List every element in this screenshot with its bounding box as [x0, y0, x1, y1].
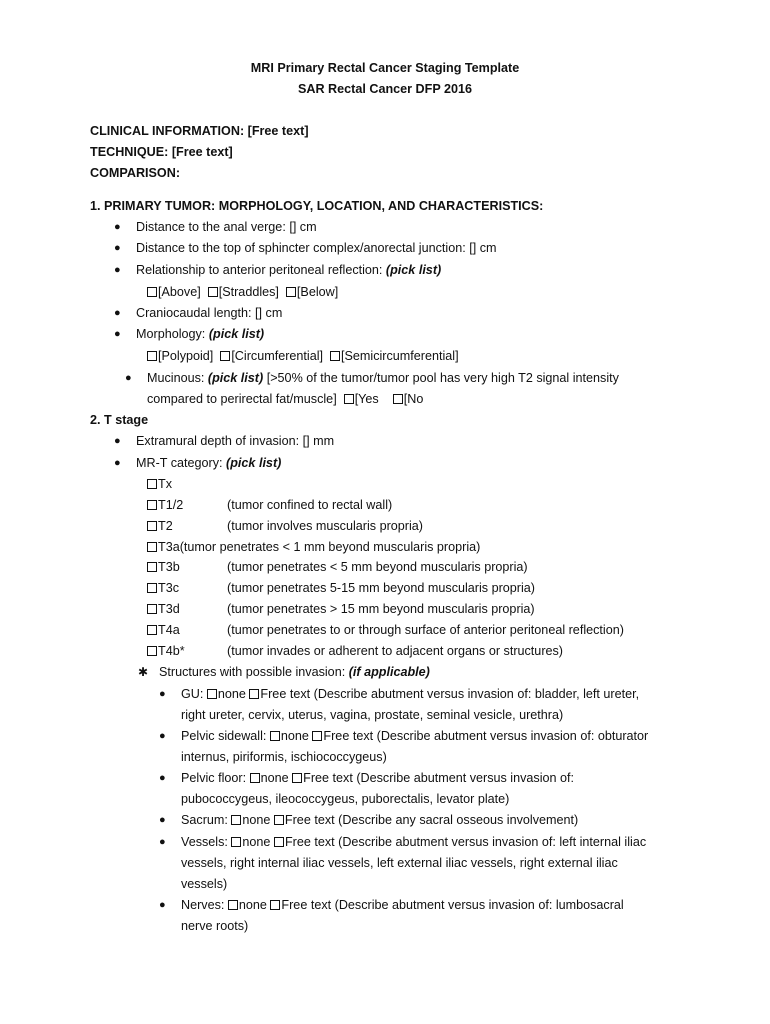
bullet: ● [159, 688, 166, 700]
t-code: T3c [158, 581, 179, 595]
if-applicable-note: (if applicable) [348, 665, 430, 679]
mucinous-criteria: [>50% of the tumor/tumor pool has very high T2 signal intensity [263, 371, 619, 385]
below-checkbox[interactable] [286, 287, 296, 297]
polypoid-option: [Polypoid] [158, 349, 214, 363]
morphology-label: Morphology: [136, 327, 209, 341]
bullet: ● [114, 242, 121, 254]
bullet: ● [159, 814, 166, 826]
t3a-text: T3a(tumor penetrates < 1 mm beyond muscularis propria) [158, 540, 481, 554]
sidewall-label: Pelvic sidewall: [181, 729, 270, 743]
vessels-none-checkbox[interactable] [231, 837, 241, 847]
vessels-label: Vessels: [181, 835, 232, 849]
relationship-line [136, 262, 441, 278]
t-row [147, 580, 179, 596]
t-checkbox[interactable] [147, 583, 157, 593]
t-row [147, 622, 180, 638]
t-description: (tumor penetrates to or through surface of anterior peritoneal reflection) [227, 623, 624, 637]
t-code: T4a [158, 623, 180, 637]
vessels-description-3: vessels) [181, 877, 228, 891]
gu-description: (Describe abutment versus invasion of: bladder, left ureter, [310, 687, 640, 701]
gu-free-text-checkbox[interactable] [249, 689, 259, 699]
free-text-option: Free text [284, 813, 335, 827]
pick-list-note: (pick list) [226, 456, 282, 470]
document-subtitle: SAR Rectal Cancer DFP 2016 [297, 82, 473, 96]
t-checkbox[interactable] [147, 625, 157, 635]
t-checkbox[interactable] [147, 604, 157, 614]
sidewall-none-checkbox[interactable] [270, 731, 280, 741]
nerves-description-2: nerve roots) [181, 919, 249, 933]
floor-description: (Describe abutment versus invasion of: [352, 771, 575, 785]
none-option: none [242, 835, 271, 849]
t-row-tx [147, 476, 172, 492]
none-option: none [280, 729, 309, 743]
craniocaudal-length: Craniocaudal length: [] cm [136, 306, 283, 320]
sidewall-line [181, 728, 648, 744]
bullet: ● [114, 221, 121, 233]
vessels-description-2: vessels, right internal iliac vessels, left external iliac vessels, right external iliac [181, 856, 618, 870]
gu-line [181, 686, 639, 702]
t-description: (tumor invades or adherent to adjacent organs or structures) [227, 644, 564, 658]
no-checkbox[interactable] [393, 394, 403, 404]
sidewall-description-2: internus, piriformis, ischiococcygeus) [181, 750, 387, 764]
comparison: COMPARISON: [90, 166, 181, 180]
vessels-description: (Describe abutment versus invasion of: left internal iliac [334, 835, 647, 849]
sacrum-free-text-checkbox[interactable] [274, 815, 284, 825]
semicircumferential-checkbox[interactable] [330, 351, 340, 361]
bullet: ● [159, 836, 166, 848]
floor-line [181, 770, 574, 786]
floor-free-text-checkbox[interactable] [292, 773, 302, 783]
nerves-label: Nerves: [181, 898, 228, 912]
morphology-options [147, 348, 459, 364]
t-row [147, 601, 180, 617]
pick-list-note: (pick list) [208, 327, 265, 341]
t-code: T2 [158, 519, 173, 533]
floor-label: Pelvic floor: [181, 771, 250, 785]
mrt-category-line [136, 455, 281, 471]
relationship-label: Relationship to anterior peritoneal reflection: [136, 263, 386, 277]
section1-heading: 1. PRIMARY TUMOR: MORPHOLOGY, LOCATION, AND CHARACTERISTICS: [90, 199, 544, 213]
circumferential-checkbox[interactable] [220, 351, 230, 361]
clinical-information: CLINICAL INFORMATION: [Free text] [90, 124, 309, 138]
floor-description-2: pubococcygeus, ileococcygeus, puborectalis, levator plate) [181, 792, 510, 806]
gu-description-2: right ureter, cervix, uterus, vagina, prostate, seminal vesicle, urethra) [181, 708, 564, 722]
bullet: ● [114, 457, 121, 469]
mucinous-line-2 [147, 391, 423, 407]
t-description: (tumor penetrates < 5 mm beyond muscularis propria) [227, 560, 528, 574]
none-option: none [238, 898, 267, 912]
above-checkbox[interactable] [147, 287, 157, 297]
bullet: ● [114, 435, 121, 447]
asterisk-bullet-icon: ✱ [138, 665, 149, 679]
circumferential-option: [Circumferential] [231, 349, 323, 363]
t-description: (tumor penetrates 5-15 mm beyond muscularis propria) [227, 581, 535, 595]
sidewall-description: (Describe abutment versus invasion of: obturator [373, 729, 649, 743]
morphology-line [136, 326, 264, 342]
t-checkbox[interactable] [147, 521, 157, 531]
vessels-free-text-checkbox[interactable] [274, 837, 284, 847]
gu-label: GU: [181, 687, 207, 701]
t-row [147, 497, 183, 513]
nerves-line [181, 897, 624, 913]
relationship-options [147, 284, 338, 300]
above-option: [Above] [158, 285, 201, 299]
none-option: none [242, 813, 271, 827]
nerves-free-text-checkbox[interactable] [270, 900, 280, 910]
bullet: ● [159, 899, 166, 911]
sacrum-none-checkbox[interactable] [231, 815, 241, 825]
pick-list-note: (pick list) [207, 371, 264, 385]
t-code: T3b [158, 560, 180, 574]
vessels-line [181, 834, 646, 850]
t-checkbox[interactable] [147, 562, 157, 572]
below-option: [Below] [296, 285, 339, 299]
bullet: ● [114, 307, 121, 319]
t-checkbox[interactable] [147, 500, 157, 510]
nerves-none-checkbox[interactable] [228, 900, 238, 910]
bullet: ● [159, 730, 166, 742]
mrt-category-label: MR-T category: [136, 456, 227, 470]
bullet: ● [114, 264, 121, 276]
none-option: none [217, 687, 246, 701]
sacrum-description: (Describe any sacral osseous involvement) [334, 813, 579, 827]
none-option: none [260, 771, 289, 785]
sacrum-label: Sacrum: [181, 813, 232, 827]
t-code: T1/2 [158, 498, 184, 512]
free-text-option: Free text [323, 729, 374, 743]
straddles-option: [Straddles] [218, 285, 279, 299]
sacrum-line [181, 812, 578, 828]
yes-checkbox[interactable] [344, 394, 354, 404]
t-row [147, 518, 173, 534]
gu-none-checkbox[interactable] [207, 689, 217, 699]
free-text-option: Free text [260, 687, 311, 701]
t-checkbox[interactable] [147, 542, 157, 552]
t-row [147, 643, 185, 659]
free-text-option: Free text [284, 835, 335, 849]
free-text-option: Free text [281, 898, 332, 912]
structures-line [159, 664, 430, 680]
extramural-depth: Extramural depth of invasion: [] mm [136, 434, 335, 448]
t-code: Tx [158, 477, 172, 491]
semicircumferential-option: [Semicircumferential] [341, 349, 459, 363]
nerves-description: (Describe abutment versus invasion of: lumbosacral [331, 898, 624, 912]
t-row [147, 559, 180, 575]
anal-verge-distance: Distance to the anal verge: [] cm [136, 220, 317, 234]
pick-list-note: (pick list) [385, 263, 442, 277]
t-row-t3a [147, 539, 480, 555]
free-text-option: Free text [303, 771, 353, 785]
yes-option: [Yes [354, 392, 379, 406]
bullet: ● [125, 372, 132, 384]
straddles-checkbox[interactable] [208, 287, 218, 297]
tx-checkbox[interactable] [147, 479, 157, 489]
sphincter-distance: Distance to the top of sphincter complex/anorectal junction: [] cm [136, 241, 497, 255]
polypoid-checkbox[interactable] [147, 351, 157, 361]
structures-label: Structures with possible invasion: [159, 665, 349, 679]
sidewall-free-text-checkbox[interactable] [312, 731, 322, 741]
t-description: (tumor confined to rectal wall) [227, 498, 393, 512]
technique: TECHNIQUE: [Free text] [90, 145, 233, 159]
t-code: T4b* [158, 644, 185, 658]
floor-none-checkbox[interactable] [250, 773, 260, 783]
mucinous-line [147, 370, 619, 386]
t-description: (tumor penetrates > 15 mm beyond muscularis propria) [227, 602, 535, 616]
t-description: (tumor involves muscularis propria) [227, 519, 423, 533]
no-option: [No [403, 392, 424, 406]
section2-heading: 2. T stage [90, 413, 149, 427]
bullet: ● [159, 772, 166, 784]
t-checkbox[interactable] [147, 646, 157, 656]
mucinous-criteria-2: compared to perirectal fat/muscle] [147, 392, 337, 406]
mucinous-label: Mucinous: [147, 371, 208, 385]
document-title: MRI Primary Rectal Cancer Staging Template [250, 61, 520, 75]
bullet: ● [114, 328, 121, 340]
t-code: T3d [158, 602, 180, 616]
